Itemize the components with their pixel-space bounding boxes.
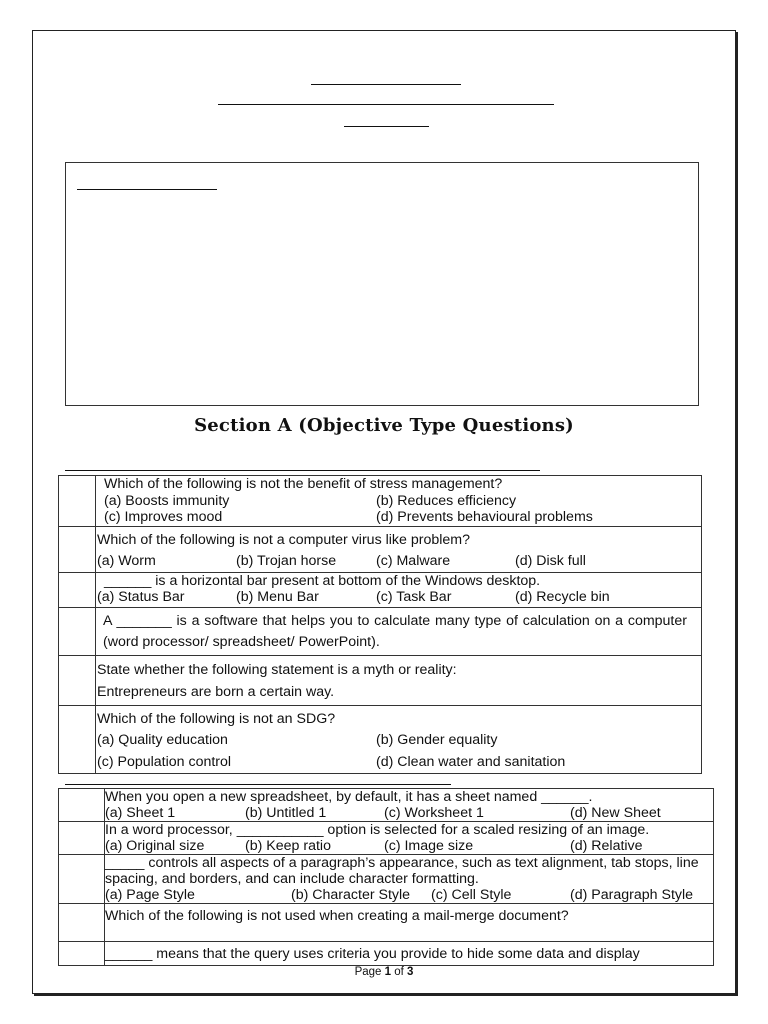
page-label: Page xyxy=(354,966,382,978)
header-line-1 xyxy=(311,84,461,85)
question-table-1 xyxy=(58,475,702,774)
question-number-cell xyxy=(59,789,105,822)
option-d: (d) Recycle bin xyxy=(515,589,610,605)
question-cell xyxy=(105,789,714,822)
option-c: (c) Task Bar xyxy=(376,589,452,605)
option-c: (c) Worksheet 1 xyxy=(384,805,484,821)
question-cell xyxy=(96,572,702,607)
option-d: (d) New Sheet xyxy=(570,805,661,821)
question-number-cell xyxy=(59,705,96,774)
question-number-cell xyxy=(59,655,96,705)
question-row xyxy=(59,572,702,607)
option-d: (d) Relative xyxy=(570,838,643,854)
page-of: of xyxy=(394,966,404,978)
option-b: (b) Untitled 1 xyxy=(245,805,327,821)
question-text: Which of the following is not used when creating a mail-merge document? xyxy=(105,908,569,924)
question-text: Which of the following is not an SDG? xyxy=(97,710,336,727)
question-number-cell xyxy=(59,476,96,527)
question-cell xyxy=(96,526,702,572)
header-line-3 xyxy=(344,126,429,127)
question-text: When you open a new spreadsheet, by default, it has a sheet named ______. xyxy=(105,789,593,805)
option-d: (d) Clean water and sanitation xyxy=(376,753,566,770)
question-number-cell xyxy=(59,572,96,607)
question-text: In a word processor, ___________ option is selected for a scaled resizing of an image. xyxy=(105,822,650,838)
option-a: (a) Worm xyxy=(97,552,156,569)
option-a: (a) Sheet 1 xyxy=(105,805,176,821)
question-cell xyxy=(105,855,714,904)
question-statement: Entrepreneurs are born a certain way. xyxy=(97,683,335,700)
question-row xyxy=(59,476,702,527)
option-c: (c) Malware xyxy=(376,552,451,569)
group2-heading-line xyxy=(65,784,451,785)
question-text: State whether the following statement is a myth or reality: xyxy=(97,661,457,678)
option-c: (c) Improves mood xyxy=(104,509,223,525)
question-row xyxy=(59,904,714,942)
question-text: ______ means that the query uses criteria you provide to hide some data and display xyxy=(105,946,640,962)
question-row xyxy=(59,942,714,966)
question-row xyxy=(59,526,702,572)
question-row xyxy=(59,789,714,822)
option-a: (a) Boosts immunity xyxy=(104,492,230,509)
question-text: _____ controls all aspects of a paragraph’s appearance, such as text alignment, tab stops, line spacing, and borders, and can include character formatting. xyxy=(105,855,699,887)
option-a: (a) Status Bar xyxy=(97,589,185,605)
question-cell xyxy=(96,705,702,774)
question-text: Which of the following is not the benefit of stress management? xyxy=(104,476,503,492)
question-cell xyxy=(105,904,714,942)
option-c: (c) Image size xyxy=(384,838,474,854)
option-c: (c) Population control xyxy=(97,753,232,770)
question-cell xyxy=(96,476,702,527)
question-row xyxy=(59,822,714,855)
question-cell xyxy=(105,942,714,966)
question-number-cell xyxy=(59,822,105,855)
option-b: (b) Keep ratio xyxy=(245,838,331,854)
page-number xyxy=(0,966,768,978)
header-line-2 xyxy=(218,104,554,105)
option-a: (a) Original size xyxy=(105,838,205,854)
instructions-box xyxy=(65,162,699,406)
option-d: (d) Paragraph Style xyxy=(570,887,694,903)
question-table-2 xyxy=(58,788,714,966)
question-text: ______ is a horizontal bar present at bottom of the Windows desktop. xyxy=(104,572,541,589)
question-number-cell xyxy=(59,855,105,904)
option-d: (d) Disk full xyxy=(515,552,586,569)
option-b: (b) Reduces efficiency xyxy=(376,492,517,509)
option-b: (b) Character Style xyxy=(291,887,411,903)
question-number-cell xyxy=(59,607,96,655)
question-row xyxy=(59,855,714,904)
question-row xyxy=(59,705,702,774)
option-a: (a) Page Style xyxy=(105,887,195,903)
page-current: 1 xyxy=(384,966,392,978)
question-row xyxy=(59,607,702,655)
question-number-cell xyxy=(59,526,96,572)
option-d: (d) Prevents behavioural problems xyxy=(376,509,593,525)
question-row xyxy=(59,655,702,705)
question-cell xyxy=(105,822,714,855)
group1-heading-line xyxy=(65,470,540,471)
question-text: A _______ is a software that helps you to calculate many type of calculation on a computer (word processor/ spreadsheet/ PowerPoint). xyxy=(103,612,687,650)
option-c: (c) Cell Style xyxy=(431,887,512,903)
question-number-cell xyxy=(59,942,105,966)
option-a: (a) Quality education xyxy=(97,732,228,748)
instructions-heading-line xyxy=(77,189,217,190)
question-cell xyxy=(96,655,702,705)
question-text: Which of the following is not a computer virus like problem? xyxy=(97,531,470,548)
question-cell xyxy=(96,607,702,655)
option-b: (b) Menu Bar xyxy=(236,589,319,605)
section-title: Section A (Objective Type Questions) xyxy=(194,415,574,436)
option-b: (b) Trojan horse xyxy=(236,552,337,569)
option-b: (b) Gender equality xyxy=(376,732,498,748)
page-total: 3 xyxy=(407,966,414,978)
question-number-cell xyxy=(59,904,105,942)
